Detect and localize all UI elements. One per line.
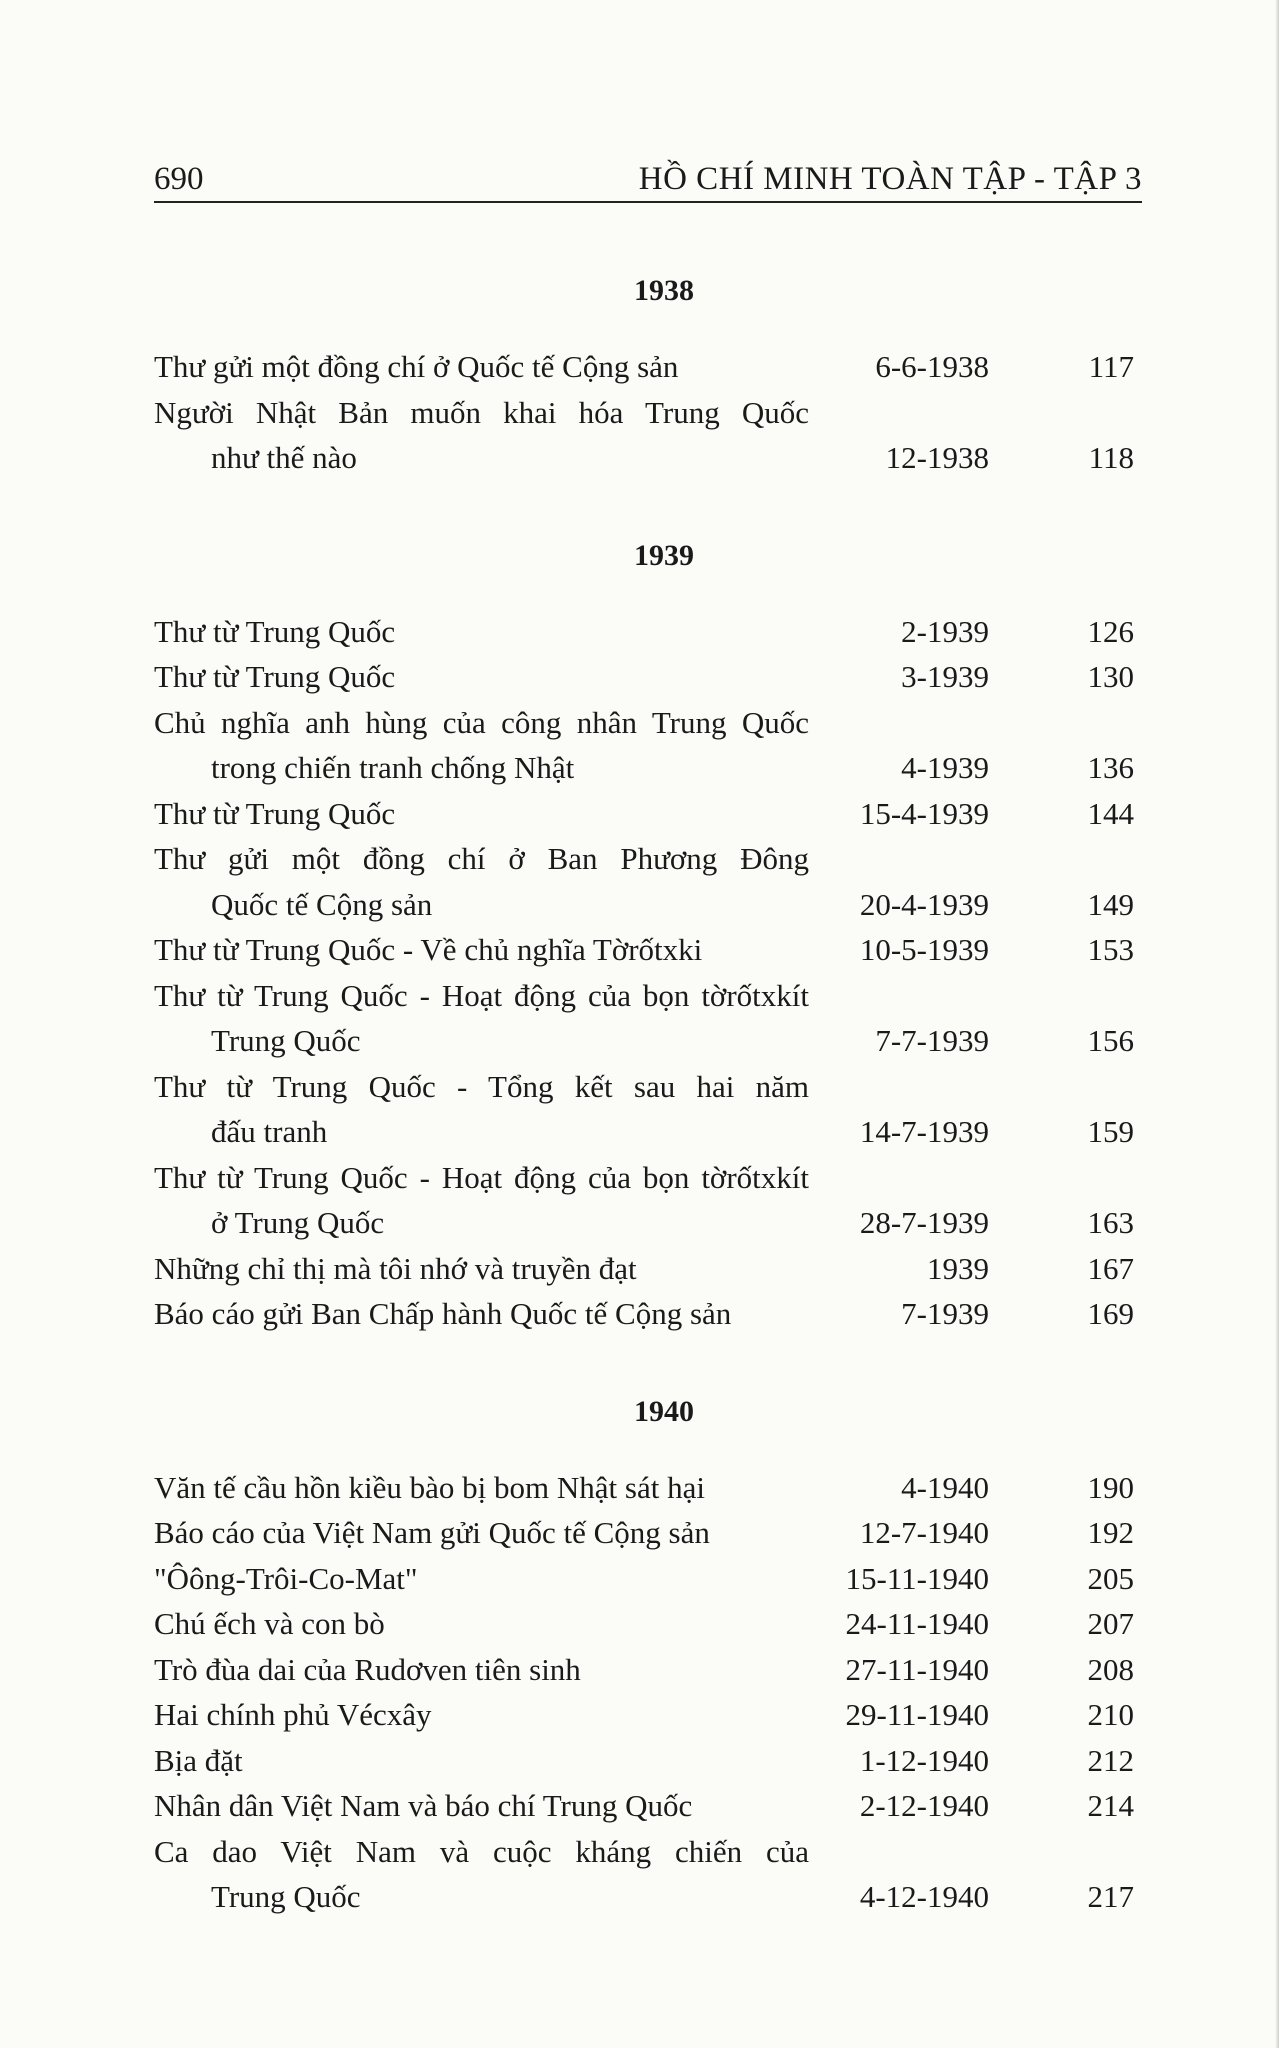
- entry-title-text: Hai chính phủ Vécxây: [154, 1697, 432, 1732]
- entry-date: 3-1939: [901, 659, 989, 694]
- entry-title-line: [154, 836, 1154, 882]
- entry-page-number: 156: [1087, 1023, 1134, 1058]
- entry-title-text: Trung Quốc: [211, 1879, 361, 1914]
- entry-title-line: [154, 609, 1154, 655]
- toc-entry: [154, 1829, 1154, 1920]
- toc-entry: [154, 1064, 1154, 1155]
- entry-title-line: [154, 1692, 1154, 1738]
- entry-title-line: [154, 1829, 1154, 1875]
- toc-entry: [154, 700, 1154, 791]
- entry-title-text: Thư từ Trung Quốc - Về chủ nghĩa Tờrốtxki: [154, 932, 703, 967]
- entry-title-line: [154, 1064, 1154, 1110]
- entry-title-text: Nhân dân Việt Nam và báo chí Trung Quốc: [154, 1788, 693, 1823]
- entry-title-text: Người Nhật Bản muốn khai hóa Trung Quốc: [154, 394, 809, 430]
- entry-page-number: 149: [1087, 886, 1134, 922]
- entry-title-line: [154, 1510, 1154, 1556]
- entry-date: 7-1939: [901, 1296, 989, 1331]
- entry-date: 2-1939: [901, 613, 989, 649]
- section-year-heading: 1939: [634, 538, 694, 572]
- toc-entry: [154, 927, 1154, 973]
- entry-title-continuation: [154, 1018, 1154, 1064]
- entry-title-text: như thế nào: [211, 440, 357, 475]
- entry-title-line: [154, 1291, 1154, 1337]
- toc-entry: [154, 1647, 1154, 1693]
- entry-title-continuation: [154, 435, 1154, 481]
- entry-title-text: Thư gửi một đồng chí ở Ban Phương Đông: [154, 841, 809, 876]
- entry-title-line: [154, 654, 1154, 700]
- entry-title-line: [154, 1738, 1154, 1784]
- entry-title-line: [154, 791, 1154, 837]
- entry-title-line: [154, 344, 1154, 390]
- entry-page-number: 210: [1087, 1697, 1134, 1732]
- entry-page-number: 136: [1087, 750, 1134, 785]
- page-edge-shadow: [1275, 0, 1279, 2048]
- entry-date: 1939: [927, 1250, 989, 1286]
- entry-title-text: Ca dao Việt Nam và cuộc kháng chiến của: [154, 1833, 809, 1869]
- entry-title-text: đấu tranh: [211, 1114, 328, 1149]
- entry-title-continuation: [154, 1109, 1154, 1155]
- entry-date: 4-1940: [901, 1469, 989, 1505]
- toc-section: [154, 1389, 1154, 1920]
- toc-entry: [154, 1738, 1154, 1784]
- toc-entry: [154, 1510, 1154, 1556]
- entry-page-number: 212: [1087, 1742, 1134, 1778]
- entry-title-text: Báo cáo của Việt Nam gửi Quốc tế Cộng sản: [154, 1515, 710, 1550]
- toc-entry: [154, 1291, 1154, 1337]
- entry-title-line: [154, 700, 1154, 746]
- toc-entry: [154, 1692, 1154, 1738]
- entry-date: 10-5-1939: [859, 932, 989, 967]
- entry-page-number: 167: [1087, 1250, 1134, 1286]
- toc-section: [154, 268, 1154, 481]
- entry-title-continuation: [154, 882, 1154, 928]
- entry-date: 27-11-1940: [845, 1651, 989, 1687]
- entry-date: 28-7-1939: [859, 1205, 989, 1240]
- entry-title-text: Thư từ Trung Quốc: [154, 659, 396, 694]
- entry-date: 15-11-1940: [845, 1560, 989, 1596]
- entry-title-text: Trung Quốc: [211, 1023, 361, 1058]
- entry-date: 7-7-1939: [875, 1023, 989, 1058]
- entry-title-continuation: [154, 1874, 1154, 1920]
- entry-page-number: 208: [1087, 1651, 1134, 1687]
- page-number: 690: [154, 161, 204, 197]
- entry-date: 14-7-1939: [859, 1114, 989, 1149]
- entry-page-number: 190: [1087, 1469, 1134, 1505]
- entry-date: 12-1938: [885, 440, 989, 475]
- entry-title-text: Thư từ Trung Quốc - Hoạt động của bọn tờrốtxkít: [154, 977, 809, 1013]
- toc-entry: [154, 390, 1154, 481]
- entry-title-text: Thư từ Trung Quốc: [154, 795, 396, 831]
- entry-title-line: [154, 390, 1154, 436]
- toc-entry: [154, 1246, 1154, 1292]
- entry-title-line: [154, 1783, 1154, 1829]
- entry-page-number: 217: [1087, 1879, 1134, 1914]
- entry-title-continuation: [154, 1200, 1154, 1246]
- toc-entry: [154, 344, 1154, 390]
- entry-title-text: Văn tế cầu hồn kiều bào bị bom Nhật sát hại: [154, 1469, 705, 1505]
- entry-title-text: Thư từ Trung Quốc - Hoạt động của bọn tờrốtxkít: [154, 1159, 809, 1195]
- entry-title-text: Chú ếch và con bò: [154, 1606, 385, 1641]
- entry-date: 15-4-1939: [859, 795, 989, 831]
- entry-title-line: [154, 1556, 1154, 1602]
- entry-title-line: [154, 927, 1154, 973]
- entry-page-number: 205: [1087, 1560, 1134, 1596]
- toc-entry: [154, 791, 1154, 837]
- entry-date: 6-6-1938: [875, 349, 989, 384]
- toc-section: [154, 533, 1154, 1337]
- entry-title-continuation: [154, 745, 1154, 791]
- toc-entry: [154, 973, 1154, 1064]
- entry-title-text: Bịa đặt: [154, 1742, 243, 1778]
- entry-title-line: [154, 1246, 1154, 1292]
- entry-title-line: [154, 1155, 1154, 1201]
- page-header: [154, 155, 1142, 203]
- entry-page-number: 214: [1087, 1788, 1134, 1823]
- entry-date: 4-12-1940: [859, 1879, 989, 1914]
- toc-entry: [154, 836, 1154, 927]
- entry-date: 4-1939: [901, 750, 989, 785]
- entry-title-text: trong chiến tranh chống Nhật: [211, 750, 575, 785]
- entry-page-number: 159: [1087, 1114, 1134, 1149]
- entry-title-line: [154, 1601, 1154, 1647]
- entry-date: 2-12-1940: [859, 1788, 989, 1823]
- toc-entry: [154, 1155, 1154, 1246]
- entry-page-number: 126: [1087, 613, 1134, 649]
- entry-page-number: 153: [1087, 932, 1134, 967]
- entry-page-number: 192: [1087, 1515, 1134, 1550]
- entry-title-text: Trò đùa dai của Rudơven tiên sinh: [154, 1651, 581, 1687]
- entry-title-text: Thư gửi một đồng chí ở Quốc tế Cộng sản: [154, 349, 679, 384]
- toc-entry: [154, 1783, 1154, 1829]
- section-year-heading: 1938: [634, 274, 694, 307]
- entry-title-text: Thư từ Trung Quốc - Tổng kết sau hai năm: [154, 1068, 809, 1104]
- entry-date: 12-7-1940: [859, 1515, 989, 1550]
- entry-page-number: 118: [1088, 440, 1134, 475]
- toc-entry: [154, 1556, 1154, 1602]
- toc-entry: [154, 1465, 1154, 1511]
- running-title: HỒ CHÍ MINH TOÀN TẬP - TẬP 3: [638, 161, 1142, 197]
- entry-date: 20-4-1939: [859, 886, 989, 922]
- entry-title-text: Báo cáo gửi Ban Chấp hành Quốc tế Cộng sản: [154, 1296, 732, 1331]
- entry-date: 24-11-1940: [845, 1606, 989, 1641]
- section-year-heading: 1940: [634, 1394, 694, 1428]
- entry-title-line: [154, 973, 1154, 1019]
- entry-title-line: [154, 1647, 1154, 1693]
- entry-page-number: 163: [1087, 1205, 1134, 1240]
- entry-title-text: Thư từ Trung Quốc: [154, 613, 396, 649]
- table-of-contents: [154, 268, 1154, 1972]
- toc-entry: [154, 1601, 1154, 1647]
- entry-page-number: 117: [1088, 349, 1134, 384]
- toc-entry: [154, 609, 1154, 655]
- entry-title-line: [154, 1465, 1154, 1511]
- entry-page-number: 207: [1087, 1606, 1134, 1641]
- entry-page-number: 144: [1087, 795, 1134, 831]
- entry-title-text: Chủ nghĩa anh hùng của công nhân Trung Quốc: [154, 704, 809, 740]
- entry-title-text: ở Trung Quốc: [211, 1205, 385, 1240]
- entry-title-text: Quốc tế Cộng sản: [211, 886, 433, 922]
- entry-page-number: 130: [1087, 659, 1134, 694]
- entry-title-text: Những chỉ thị mà tôi nhớ và truyền đạt: [154, 1250, 637, 1286]
- entry-date: 29-11-1940: [845, 1697, 989, 1732]
- entry-title-text: "Ôông-Trôi-Co-Mat": [154, 1560, 418, 1596]
- entry-date: 1-12-1940: [859, 1742, 989, 1778]
- entry-page-number: 169: [1087, 1296, 1134, 1331]
- toc-entry: [154, 654, 1154, 700]
